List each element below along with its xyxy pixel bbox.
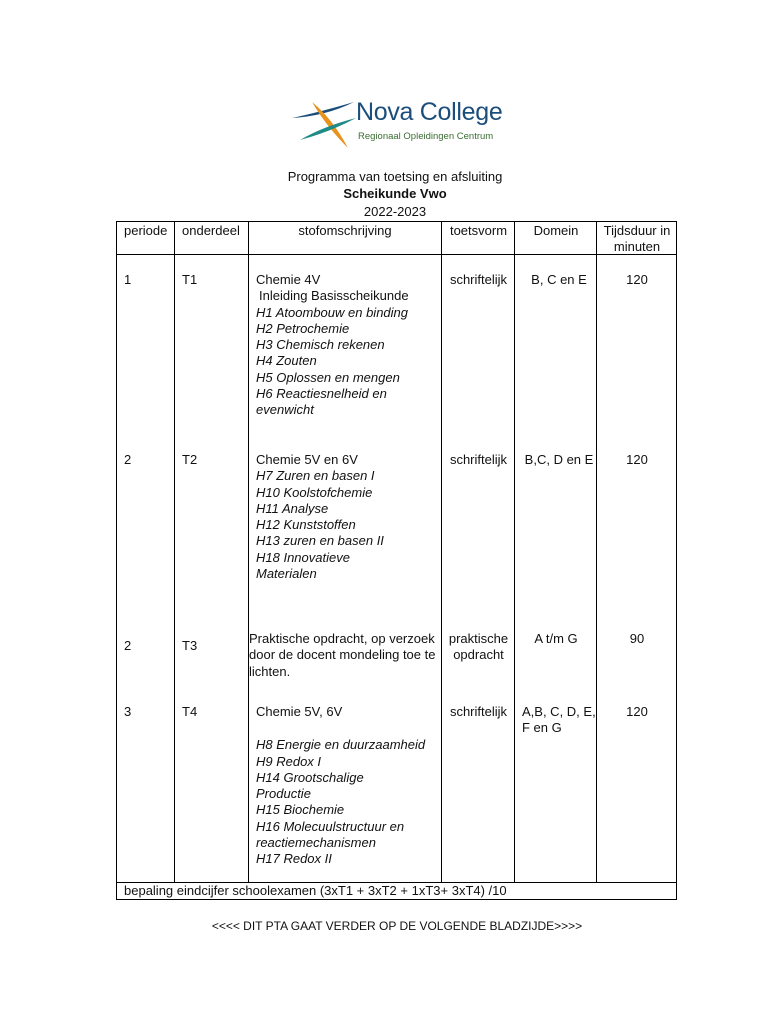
col-header-domein: Domein bbox=[533, 223, 579, 238]
row2-periode: 2 bbox=[124, 452, 132, 467]
col-divider-toetsvorm bbox=[441, 221, 442, 883]
row3-onderdeel: T3 bbox=[182, 638, 198, 653]
row2-item: Materialen bbox=[256, 566, 317, 582]
col-divider-domein bbox=[514, 221, 515, 883]
col-header-periode: periode bbox=[124, 223, 168, 238]
row4-item: H9 Redox I bbox=[256, 753, 322, 769]
row3-tijdsduur: 90 bbox=[629, 631, 645, 646]
row4-stof bbox=[256, 704, 425, 868]
row1-item: H2 Petrochemie bbox=[256, 320, 350, 336]
row3-periode: 2 bbox=[124, 638, 132, 653]
row1-item: H6 Reactiesnelheid en bbox=[256, 386, 387, 402]
swoosh-icon bbox=[290, 96, 360, 150]
final-grade-formula: bepaling eindcijfer schoolexamen (3xT1 + 3xT2 + 1xT3+ 3xT4) /10 bbox=[124, 883, 507, 898]
row3-toetsvorm-line1: praktische bbox=[448, 631, 509, 646]
continuation-notice: <<<< DIT PTA GAAT VERDER OP DE VOLGENDE BLADZIJDE>>>> bbox=[211, 919, 583, 933]
row4-periode: 3 bbox=[124, 704, 132, 719]
row4-spacer bbox=[256, 720, 425, 737]
row1-toetsvorm: schriftelijk bbox=[449, 272, 508, 287]
row1-onderdeel: T1 bbox=[182, 272, 198, 287]
row4-item: H8 Energie en duurzaamheid bbox=[256, 737, 426, 753]
row4-domein bbox=[522, 704, 596, 737]
row2-onderdeel: T2 bbox=[182, 452, 198, 467]
header-divider bbox=[116, 254, 677, 255]
table-left-border bbox=[116, 221, 117, 900]
subject-title: Scheikunde Vwo bbox=[343, 186, 447, 201]
row1-periode: 1 bbox=[124, 272, 132, 287]
nova-college-logo bbox=[290, 96, 505, 150]
table-right-border bbox=[676, 221, 677, 900]
row2-tijdsduur: 120 bbox=[626, 452, 648, 467]
row4-toetsvorm: schriftelijk bbox=[449, 704, 508, 719]
row1-item: H5 Oplossen en mengen bbox=[256, 369, 400, 385]
table-top-border bbox=[116, 221, 677, 222]
row1-item: H4 Zouten bbox=[256, 353, 317, 369]
table-bottom-border bbox=[116, 899, 677, 900]
col-header-onderdeel: onderdeel bbox=[182, 223, 240, 238]
row4-item: H14 Grootschalige bbox=[256, 769, 364, 785]
row1-item: evenwicht bbox=[256, 402, 314, 418]
col-header-tijdsduur-line1: Tijdsduur in bbox=[603, 223, 671, 238]
row2-stof bbox=[256, 452, 384, 582]
row1-domein: B, C en E bbox=[531, 272, 587, 287]
row4-item: reactiemechanismen bbox=[256, 835, 376, 851]
row1-intro: Inleiding Basisscheikunde bbox=[259, 288, 409, 304]
row3-toetsvorm bbox=[442, 631, 515, 664]
col-divider-tijd bbox=[596, 221, 597, 883]
row2-item: H7 Zuren en basen I bbox=[256, 468, 375, 484]
logo-subtitle: Regionaal Opleidingen Centrum bbox=[358, 131, 494, 142]
row3-stof: Praktische opdracht, op verzoek door de docent mondeling toe te lichten. bbox=[249, 631, 436, 679]
row4-item: H15 Biochemie bbox=[256, 802, 345, 818]
row4-domein-line1: A,B, C, D, E, bbox=[522, 704, 596, 719]
row1-item: H3 Chemisch rekenen bbox=[256, 337, 385, 353]
logo-name: Nova College bbox=[356, 98, 503, 126]
row4-item: H16 Molecuulstructuur en bbox=[256, 818, 405, 834]
row3-toetsvorm-line2: opdracht bbox=[453, 647, 504, 663]
row1-stof bbox=[256, 272, 409, 419]
col-header-stofomschrijving: stofomschrijving bbox=[298, 223, 392, 238]
row1-title: Chemie 4V bbox=[256, 272, 321, 287]
row4-tijdsduur: 120 bbox=[626, 704, 648, 719]
col-divider-onderdeel bbox=[174, 221, 175, 883]
row4-title: Chemie 5V, 6V bbox=[256, 704, 343, 719]
row3-domein: A t/m G bbox=[534, 631, 578, 646]
col-header-toetsvorm: toetsvorm bbox=[449, 223, 508, 238]
row4-item: H17 Redox II bbox=[256, 851, 332, 867]
row4-domein-line2: F en G bbox=[522, 720, 562, 736]
row4-item: Productie bbox=[256, 786, 311, 802]
document-title: Programma van toetsing en afsluiting bbox=[287, 169, 503, 184]
row1-item: H1 Atoombouw en binding bbox=[256, 304, 409, 320]
row2-item: H18 Innovatieve bbox=[256, 549, 350, 565]
school-year: 2022-2023 bbox=[363, 204, 427, 219]
col-header-tijdsduur-line2: minuten bbox=[613, 239, 661, 255]
row2-item: H11 Analyse bbox=[256, 500, 329, 516]
row2-toetsvorm: schriftelijk bbox=[449, 452, 508, 467]
row2-domein: B,C, D en E bbox=[524, 452, 594, 467]
row1-tijdsduur: 120 bbox=[626, 272, 648, 287]
row2-title: Chemie 5V en 6V bbox=[256, 452, 358, 467]
row4-onderdeel: T4 bbox=[182, 704, 198, 719]
row2-item: H10 Koolstofchemie bbox=[256, 484, 373, 500]
col-divider-stof bbox=[248, 221, 249, 883]
row2-item: H13 zuren en basen II bbox=[256, 533, 384, 549]
col-header-tijdsduur bbox=[597, 223, 677, 256]
row2-item: H12 Kunststoffen bbox=[256, 517, 356, 533]
